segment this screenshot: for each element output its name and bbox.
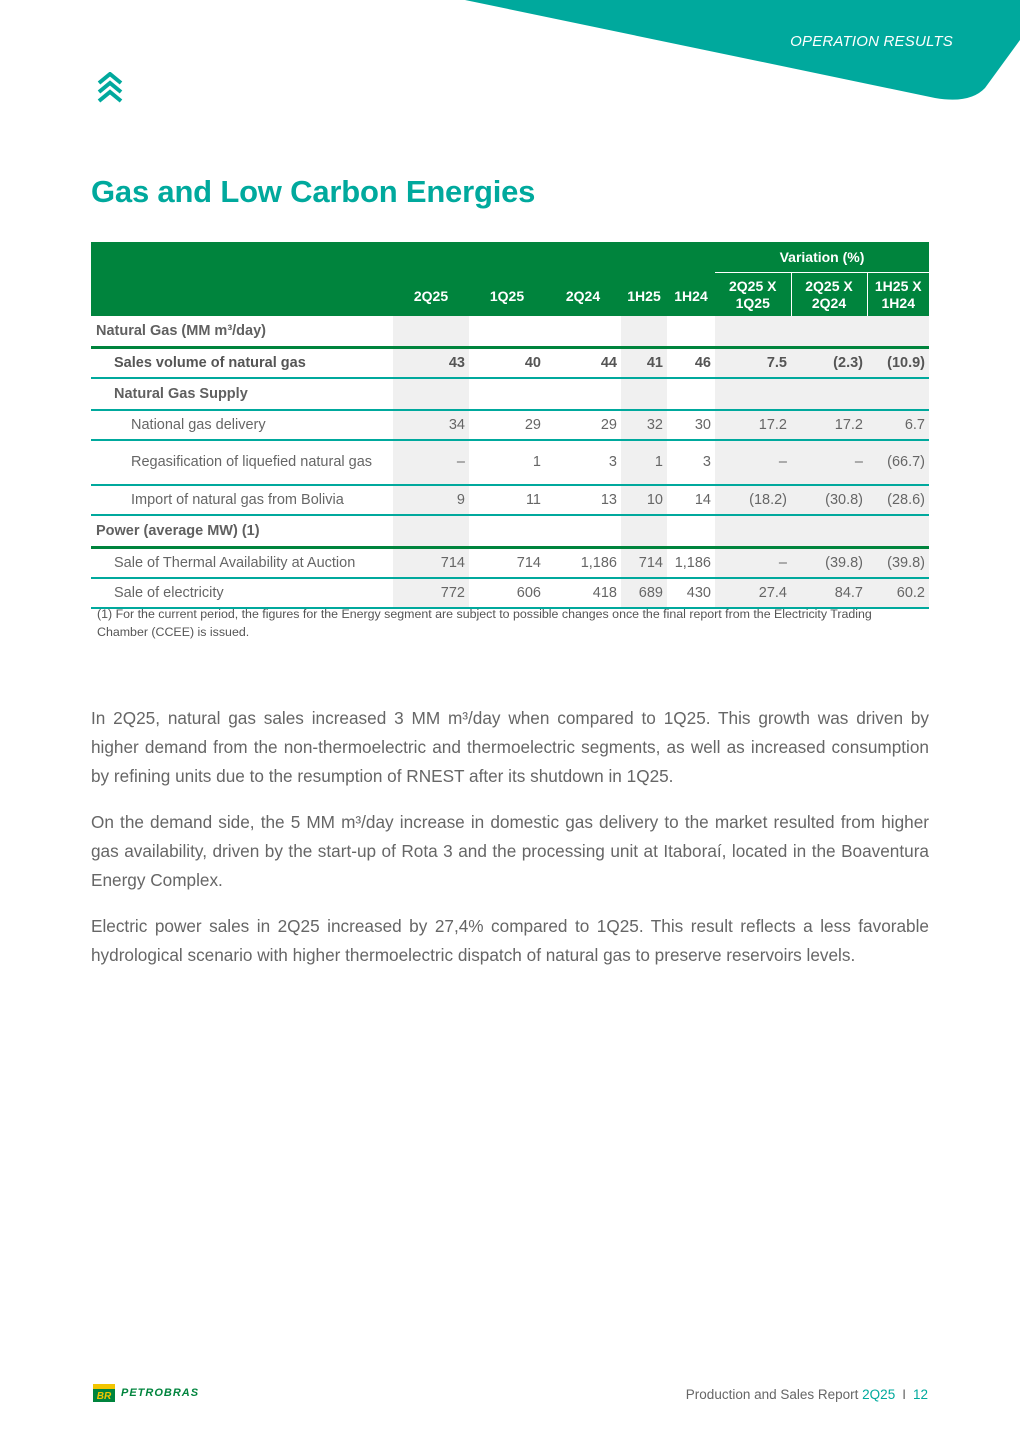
paragraph: Electric power sales in 2Q25 increased by 27,4% compared to 1Q25. This result reflects a less favorable hydrological scenario with higher thermoelectric dispatch of natural gas to preserve reservoirs levels. [91,916,929,965]
br-logo-icon [93,1384,115,1402]
chevrons-up-icon [97,72,123,106]
table-row: Import of natural gas from Bolivia 9 11 13 10 14 (18.2) (30.8) (28.6) [91,485,929,515]
header-banner [0,0,1020,110]
gas-operations-table [91,242,929,609]
header-label-cell [91,242,393,316]
paragraph: On the demand side, the 5 MM m³/day increase in domestic gas delivery to the market resulted from higher gas availability, driven by the start-up of Rota 3 and the processing unit at Itaboraí, located in the Boaventura Energy Complex. [91,812,929,890]
report-title: Production and Sales Report [685,1387,859,1402]
col-header: 1H25 [621,242,667,316]
petrobras-logo [93,1384,199,1402]
paragraph: In 2Q25, natural gas sales increased 3 MM m³/day when compared to 1Q25. This growth was driven by higher demand from the non-thermoelectric and thermoelectric segments, as well as increased consumption by refining units due to the resumption of RNEST after its shutdown in 1Q25. [91,708,929,786]
table-row: Natural Gas (MM m³/day) [91,316,929,348]
footer-report-info [686,1387,928,1402]
page-title: Gas and Low Carbon Energies [91,174,536,209]
variation-col-header: 2Q25 X 2Q24 [791,273,867,317]
body-text [91,704,929,987]
col-header: 2Q24 [545,242,621,316]
report-period: 2Q25 [862,1387,896,1402]
footer-separator: I [902,1387,906,1402]
variation-col-header: 1H25 X 1H24 [867,273,929,317]
col-header: 1H24 [667,242,715,316]
variation-group-header: Variation (%) [715,242,929,273]
table-row: Regasification of liquefied natural gas – 1 3 1 3 – – (66.7) [91,440,929,485]
page-number: 12 [912,1387,928,1402]
table-row: Power (average MW) (1) [91,515,929,548]
table-row: Sale of electricity 772 606 418 689 430 27.4 84.7 60.2 [91,578,929,608]
table-row: National gas delivery 34 29 29 32 30 17.2 17.2 6.7 [91,410,929,440]
table-row: Sale of Thermal Availability at Auction 714 714 1,186 714 1,186 – (39.8) (39.8) [91,548,929,579]
col-header: 1Q25 [469,242,545,316]
table-row: Sales volume of natural gas 43 40 44 41 46 7.5 (2.3) (10.9) [91,348,929,379]
section-label: OPERATION RESULTS [790,33,953,50]
table-row: Natural Gas Supply [91,378,929,410]
col-header: 2Q25 [393,242,469,316]
table-footnote: (1) For the current period, the figures for the Energy segment are subject to possible changes once the final report from the Electricity Trading Chamber (CCEE) is issued. [97,607,872,639]
brand-name: PETROBRAS [121,1387,200,1399]
variation-col-header: 2Q25 X 1Q25 [715,273,791,317]
br-logo-text: BR [96,1391,112,1402]
